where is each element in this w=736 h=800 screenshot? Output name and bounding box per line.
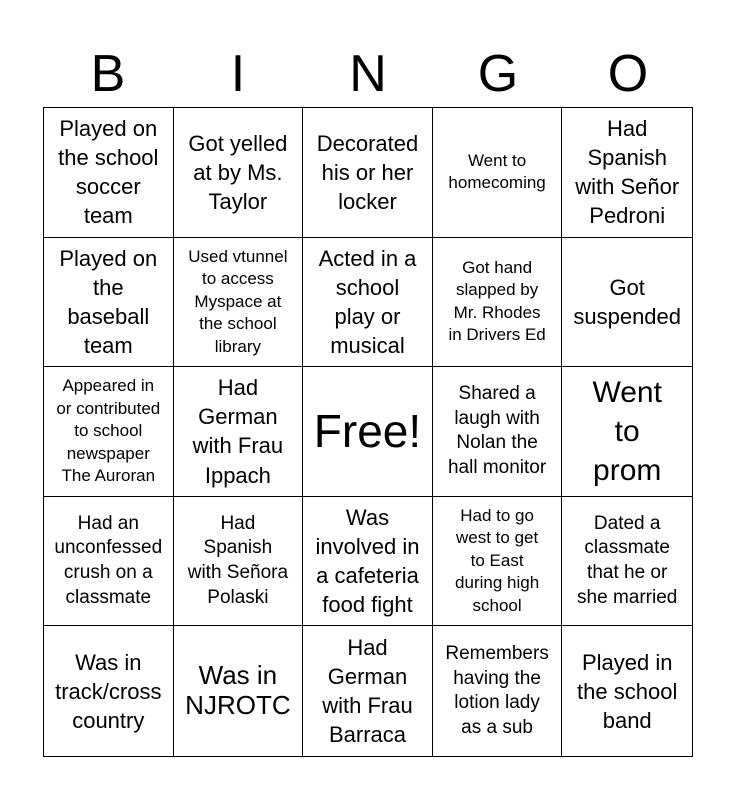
bingo-cell[interactable]: [44, 497, 174, 627]
cell-text: Decorated his or her locker: [316, 130, 419, 214]
free-space-label: Free!: [313, 405, 422, 458]
free-space-cell[interactable]: [303, 367, 433, 497]
cell-text: Played in the school band: [577, 649, 678, 733]
cell-text: Had to go west to get to East during high school: [455, 506, 540, 615]
cell-text: Had an unconfessed crush on a classmate: [54, 512, 163, 608]
header-letter-i: I: [230, 45, 246, 103]
header-letter-g: G: [477, 45, 519, 103]
bingo-header: [43, 40, 693, 108]
bingo-cell[interactable]: [433, 238, 563, 368]
cell-text: Was in track/cross country: [55, 649, 162, 733]
bingo-cell[interactable]: [303, 108, 433, 238]
bingo-cell[interactable]: [44, 108, 174, 238]
header-letter-b: B: [90, 45, 126, 103]
bingo-cell[interactable]: [44, 238, 174, 368]
cell-text: Remembers having the lotion lady as a sub: [445, 642, 549, 738]
cell-text: Was involved in a cafeteria food fight: [315, 505, 420, 618]
bingo-cell[interactable]: [174, 238, 304, 368]
bingo-cell[interactable]: [433, 108, 563, 238]
cell-text: Played on the baseball team: [59, 245, 158, 358]
bingo-cell[interactable]: [433, 497, 563, 627]
cell-text: Shared a laugh with Nolan the hall monitor: [447, 383, 547, 479]
cell-text: Was in NJROTC: [185, 660, 291, 721]
cell-text: Used vtunnel to access Myspace at the school library: [188, 246, 288, 356]
bingo-cell[interactable]: [562, 238, 692, 368]
header-letter-o: O: [607, 45, 649, 103]
cell-text: Appeared in or contributed to school newspaper The Auroran: [56, 376, 161, 486]
cell-text: Got suspended: [573, 274, 682, 329]
cell-text: Had Spanish with Señora Polaski: [187, 512, 289, 608]
cell-text: Got hand slapped by Mr. Rhodes in Drivers Ed: [448, 258, 546, 345]
cell-text: Had Spanish with Señor Pedroni: [575, 116, 680, 229]
bingo-cell[interactable]: [562, 108, 692, 238]
bingo-cell[interactable]: [562, 626, 692, 756]
cell-text: Acted in a school play or musical: [318, 245, 417, 358]
bingo-cell[interactable]: [174, 367, 304, 497]
bingo-cell[interactable]: [433, 367, 563, 497]
bingo-cell[interactable]: [44, 626, 174, 756]
bingo-board: [43, 107, 693, 757]
bingo-cell[interactable]: [562, 367, 692, 497]
bingo-cell[interactable]: [44, 367, 174, 497]
bingo-cell[interactable]: [303, 238, 433, 368]
cell-text: Played on the school soccer team: [58, 116, 159, 229]
bingo-cell[interactable]: [174, 497, 304, 627]
bingo-cell[interactable]: [303, 497, 433, 627]
cell-text: Went to homecoming: [448, 150, 546, 193]
bingo-cell[interactable]: [174, 108, 304, 238]
bingo-cell[interactable]: [562, 497, 692, 627]
bingo-cell[interactable]: [174, 626, 304, 756]
cell-text: Had German with Frau Barraca: [322, 635, 413, 748]
cell-text: Went to prom: [592, 375, 662, 487]
bingo-cell[interactable]: [303, 626, 433, 756]
cell-text: Got yelled at by Ms. Taylor: [188, 130, 288, 214]
header-letter-n: N: [349, 45, 387, 103]
cell-text: Dated a classmate that he or she married: [577, 512, 678, 608]
bingo-cell[interactable]: [433, 626, 563, 756]
cell-text: Had German with Frau Ippach: [192, 375, 284, 488]
